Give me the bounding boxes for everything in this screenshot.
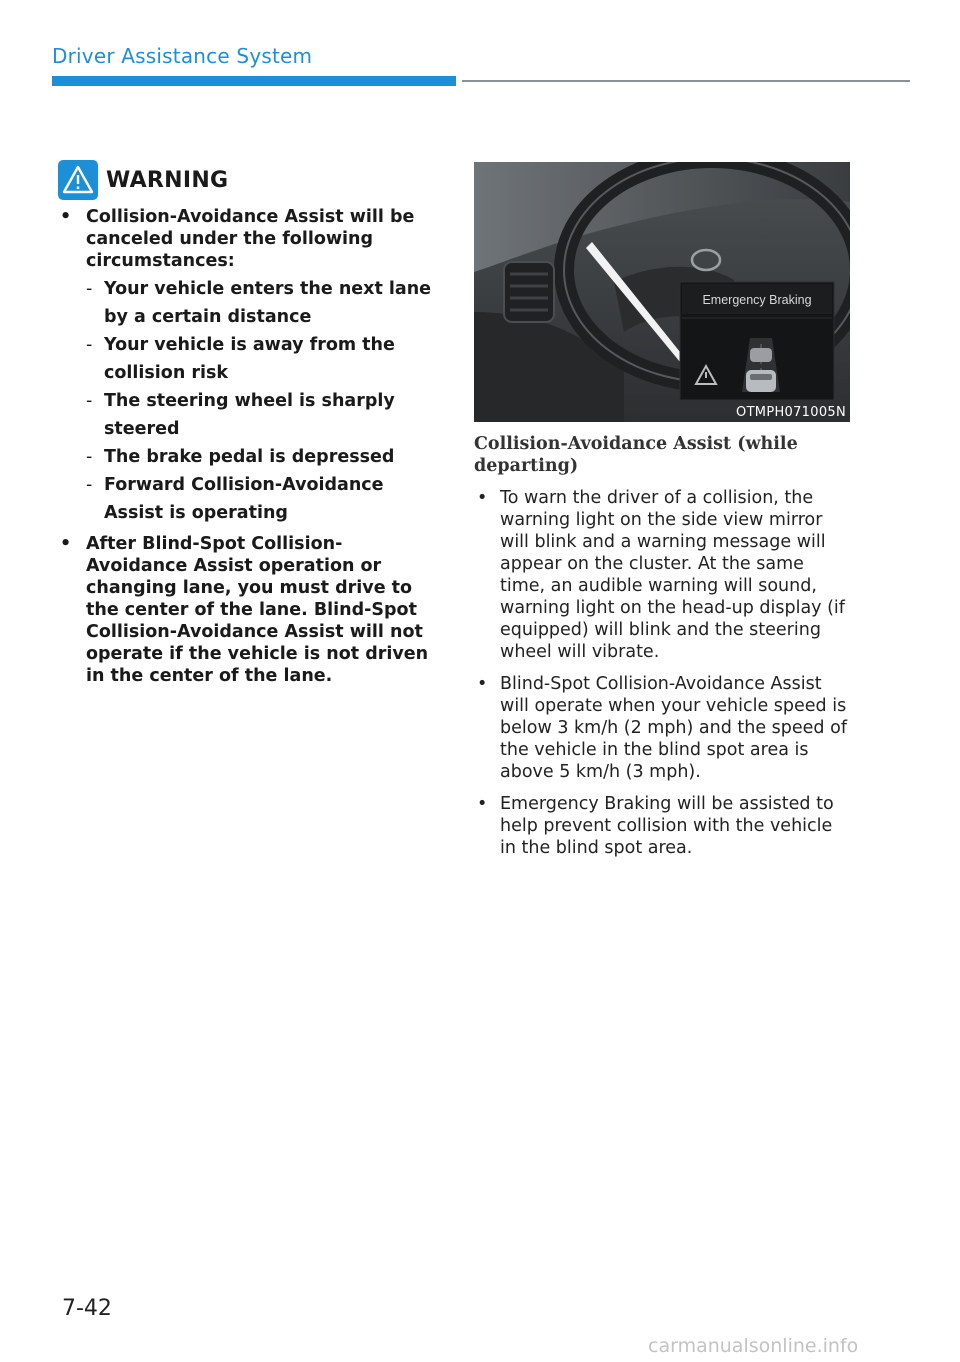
warning-sub-item: - Your vehicle is away from the collision risk: [86, 331, 442, 387]
dashboard-illustration: [474, 162, 850, 422]
warning-list: [58, 206, 442, 687]
header-rule: [462, 80, 910, 82]
warning-sub-item: - Your vehicle enters the next lane by a certain distance: [86, 275, 442, 331]
warning-triangle-icon: [58, 160, 98, 200]
warning-sub-item: - The steering wheel is sharply steered: [86, 387, 442, 443]
car-icon: [750, 348, 772, 362]
warning-item-text: After Blind-Spot Collision-Avoidance Assist operation or changing lane, you must drive to the center of the lane. Blind-Spot Collision-Avoidance Assist will not operate if the vehicle is not driven in the center of the lane.: [86, 534, 429, 686]
section-title: Driver Assistance System: [52, 44, 313, 68]
list-item: • Blind-Spot Collision-Avoidance Assist will operate when your vehicle speed is below 3 km/h (2 mph) and the speed of the vehicle in the blind spot area is above 5 km/h (3 mph).: [474, 673, 852, 783]
dashboard-photo: [474, 162, 850, 422]
warning-item: [58, 533, 442, 687]
list-item: • Emergency Braking will be assisted to help prevent collision with the vehicle in the blind spot area.: [474, 793, 852, 859]
page-number: 7-42: [62, 1296, 112, 1321]
car-icon: [746, 370, 776, 392]
header-rule-accent: [52, 76, 456, 86]
warning-sub-item: - Forward Collision-Avoidance Assist is operating: [86, 471, 442, 527]
warning-sub-list: [86, 275, 442, 527]
warning-box: [58, 160, 442, 693]
warning-title: WARNING: [106, 167, 229, 193]
watermark: carmanualsonline.info: [648, 1335, 859, 1357]
warning-heading: [58, 160, 442, 200]
warning-item: [58, 206, 442, 527]
warning-item-text: Collision-Avoidance Assist will be canceled under the following circumstances:: [86, 207, 415, 271]
cluster-message-text: Emergency Braking: [702, 293, 812, 307]
figure-code: OTMPH071005N: [736, 405, 846, 420]
content-section: [474, 433, 852, 869]
warning-sub-item: - The brake pedal is depressed: [86, 443, 442, 471]
section-bullet-list: [474, 487, 852, 859]
list-item: • To warn the driver of a collision, the warning light on the side view mirror will blink and a warning message will appear on the cluster. At the same time, an audible warning will sound, warning light on the head-up display (if equipped) will blink and the steering wheel will vibrate.: [474, 487, 852, 663]
section-heading: Collision-Avoidance Assist (while departing): [474, 434, 798, 476]
